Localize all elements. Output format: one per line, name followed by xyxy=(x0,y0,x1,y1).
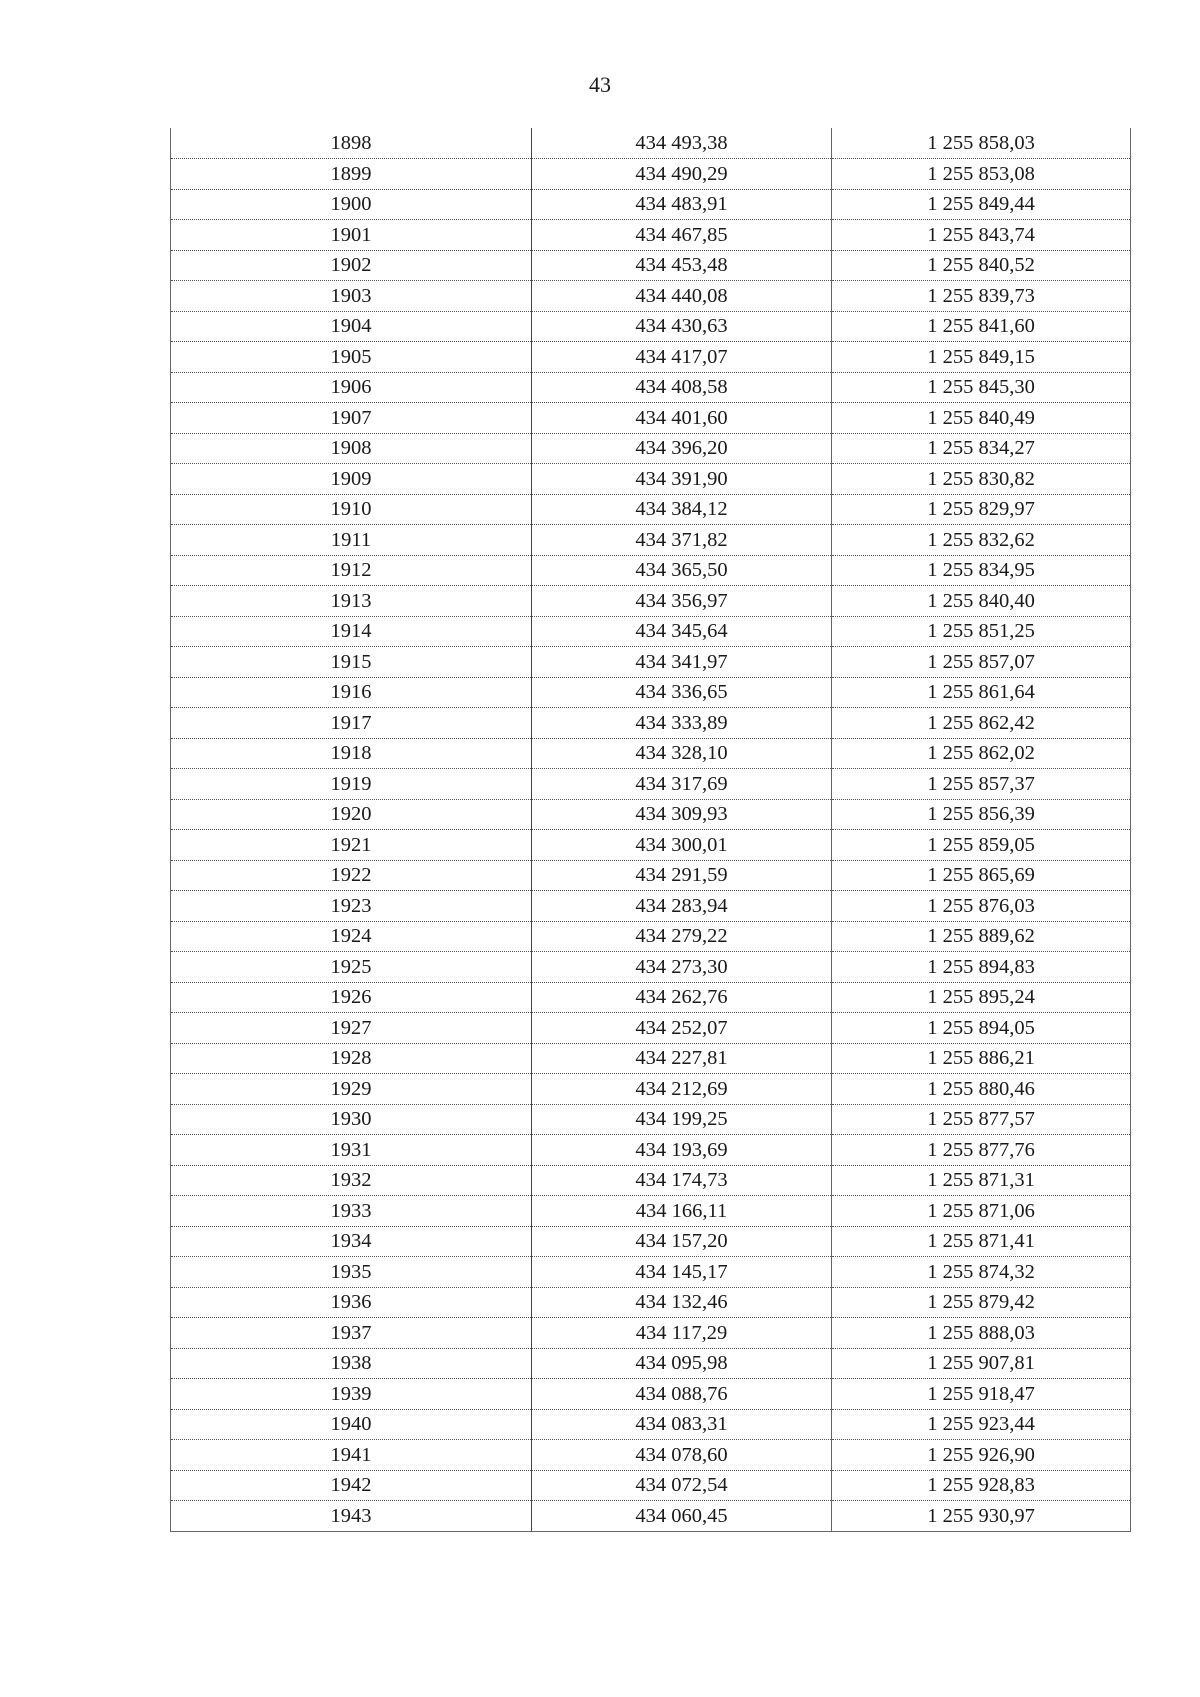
table-row xyxy=(171,128,1131,159)
table-row xyxy=(171,1440,1131,1471)
x-coordinate-cell: 434 199,25 xyxy=(532,1104,832,1135)
point-number-cell: 1909 xyxy=(171,464,532,495)
table-row xyxy=(171,1348,1131,1379)
point-number-cell: 1918 xyxy=(171,738,532,769)
point-number-cell: 1923 xyxy=(171,891,532,922)
y-coordinate-cell: 1 255 871,41 xyxy=(832,1226,1131,1257)
table-row xyxy=(171,372,1131,403)
point-number-cell: 1943 xyxy=(171,1501,532,1532)
table-row xyxy=(171,1196,1131,1227)
y-coordinate-cell: 1 255 834,27 xyxy=(832,433,1131,464)
point-number-cell: 1898 xyxy=(171,128,532,159)
table-row xyxy=(171,647,1131,678)
table-row xyxy=(171,1135,1131,1166)
point-number-cell: 1917 xyxy=(171,708,532,739)
y-coordinate-cell: 1 255 856,39 xyxy=(832,799,1131,830)
y-coordinate-cell: 1 255 841,60 xyxy=(832,311,1131,342)
point-number-cell: 1906 xyxy=(171,372,532,403)
y-coordinate-cell: 1 255 853,08 xyxy=(832,159,1131,190)
point-number-cell: 1907 xyxy=(171,403,532,434)
coordinates-table-body xyxy=(171,128,1131,1531)
table-row xyxy=(171,250,1131,281)
table-row xyxy=(171,1104,1131,1135)
point-number-cell: 1932 xyxy=(171,1165,532,1196)
point-number-cell: 1940 xyxy=(171,1409,532,1440)
x-coordinate-cell: 434 083,31 xyxy=(532,1409,832,1440)
x-coordinate-cell: 434 391,90 xyxy=(532,464,832,495)
point-number-cell: 1899 xyxy=(171,159,532,190)
point-number-cell: 1921 xyxy=(171,830,532,861)
point-number-cell: 1920 xyxy=(171,799,532,830)
table-row xyxy=(171,342,1131,373)
point-number-cell: 1934 xyxy=(171,1226,532,1257)
point-number-cell: 1926 xyxy=(171,982,532,1013)
point-number-cell: 1928 xyxy=(171,1043,532,1074)
y-coordinate-cell: 1 255 857,07 xyxy=(832,647,1131,678)
point-number-cell: 1935 xyxy=(171,1257,532,1288)
table-row xyxy=(171,1165,1131,1196)
table-row xyxy=(171,708,1131,739)
table-row xyxy=(171,799,1131,830)
y-coordinate-cell: 1 255 928,83 xyxy=(832,1470,1131,1501)
y-coordinate-cell: 1 255 857,37 xyxy=(832,769,1131,800)
table-row xyxy=(171,1318,1131,1349)
y-coordinate-cell: 1 255 840,49 xyxy=(832,403,1131,434)
x-coordinate-cell: 434 328,10 xyxy=(532,738,832,769)
x-coordinate-cell: 434 060,45 xyxy=(532,1501,832,1532)
y-coordinate-cell: 1 255 861,64 xyxy=(832,677,1131,708)
point-number-cell: 1938 xyxy=(171,1348,532,1379)
point-number-cell: 1930 xyxy=(171,1104,532,1135)
point-number-cell: 1908 xyxy=(171,433,532,464)
x-coordinate-cell: 434 078,60 xyxy=(532,1440,832,1471)
x-coordinate-cell: 434 273,30 xyxy=(532,952,832,983)
x-coordinate-cell: 434 072,54 xyxy=(532,1470,832,1501)
x-coordinate-cell: 434 088,76 xyxy=(532,1379,832,1410)
x-coordinate-cell: 434 333,89 xyxy=(532,708,832,739)
x-coordinate-cell: 434 345,64 xyxy=(532,616,832,647)
table-row xyxy=(171,616,1131,647)
table-row xyxy=(171,586,1131,617)
x-coordinate-cell: 434 117,29 xyxy=(532,1318,832,1349)
y-coordinate-cell: 1 255 849,44 xyxy=(832,189,1131,220)
table-row xyxy=(171,1257,1131,1288)
x-coordinate-cell: 434 371,82 xyxy=(532,525,832,556)
point-number-cell: 1936 xyxy=(171,1287,532,1318)
point-number-cell: 1902 xyxy=(171,250,532,281)
table-row xyxy=(171,555,1131,586)
table-row xyxy=(171,1287,1131,1318)
coordinates-table xyxy=(170,128,1131,1532)
y-coordinate-cell: 1 255 923,44 xyxy=(832,1409,1131,1440)
x-coordinate-cell: 434 336,65 xyxy=(532,677,832,708)
point-number-cell: 1922 xyxy=(171,860,532,891)
x-coordinate-cell: 434 291,59 xyxy=(532,860,832,891)
point-number-cell: 1919 xyxy=(171,769,532,800)
point-number-cell: 1913 xyxy=(171,586,532,617)
table-row xyxy=(171,1409,1131,1440)
x-coordinate-cell: 434 132,46 xyxy=(532,1287,832,1318)
y-coordinate-cell: 1 255 834,95 xyxy=(832,555,1131,586)
y-coordinate-cell: 1 255 859,05 xyxy=(832,830,1131,861)
y-coordinate-cell: 1 255 874,32 xyxy=(832,1257,1131,1288)
x-coordinate-cell: 434 227,81 xyxy=(532,1043,832,1074)
table-row xyxy=(171,403,1131,434)
y-coordinate-cell: 1 255 871,31 xyxy=(832,1165,1131,1196)
table-row xyxy=(171,189,1131,220)
table-row xyxy=(171,1013,1131,1044)
x-coordinate-cell: 434 145,17 xyxy=(532,1257,832,1288)
y-coordinate-cell: 1 255 851,25 xyxy=(832,616,1131,647)
x-coordinate-cell: 434 453,48 xyxy=(532,250,832,281)
x-coordinate-cell: 434 490,29 xyxy=(532,159,832,190)
x-coordinate-cell: 434 309,93 xyxy=(532,799,832,830)
point-number-cell: 1925 xyxy=(171,952,532,983)
x-coordinate-cell: 434 095,98 xyxy=(532,1348,832,1379)
x-coordinate-cell: 434 193,69 xyxy=(532,1135,832,1166)
table-row xyxy=(171,830,1131,861)
y-coordinate-cell: 1 255 880,46 xyxy=(832,1074,1131,1105)
x-coordinate-cell: 434 408,58 xyxy=(532,372,832,403)
y-coordinate-cell: 1 255 858,03 xyxy=(832,128,1131,159)
point-number-cell: 1931 xyxy=(171,1135,532,1166)
x-coordinate-cell: 434 384,12 xyxy=(532,494,832,525)
x-coordinate-cell: 434 300,01 xyxy=(532,830,832,861)
table-row xyxy=(171,677,1131,708)
y-coordinate-cell: 1 255 830,82 xyxy=(832,464,1131,495)
table-row xyxy=(171,952,1131,983)
point-number-cell: 1916 xyxy=(171,677,532,708)
y-coordinate-cell: 1 255 845,30 xyxy=(832,372,1131,403)
y-coordinate-cell: 1 255 876,03 xyxy=(832,891,1131,922)
x-coordinate-cell: 434 396,20 xyxy=(532,433,832,464)
point-number-cell: 1911 xyxy=(171,525,532,556)
y-coordinate-cell: 1 255 930,97 xyxy=(832,1501,1131,1532)
table-row xyxy=(171,220,1131,251)
y-coordinate-cell: 1 255 877,57 xyxy=(832,1104,1131,1135)
x-coordinate-cell: 434 356,97 xyxy=(532,586,832,617)
y-coordinate-cell: 1 255 894,83 xyxy=(832,952,1131,983)
x-coordinate-cell: 434 279,22 xyxy=(532,921,832,952)
x-coordinate-cell: 434 493,38 xyxy=(532,128,832,159)
y-coordinate-cell: 1 255 865,69 xyxy=(832,860,1131,891)
point-number-cell: 1929 xyxy=(171,1074,532,1105)
x-coordinate-cell: 434 262,76 xyxy=(532,982,832,1013)
y-coordinate-cell: 1 255 862,02 xyxy=(832,738,1131,769)
y-coordinate-cell: 1 255 879,42 xyxy=(832,1287,1131,1318)
x-coordinate-cell: 434 252,07 xyxy=(532,1013,832,1044)
x-coordinate-cell: 434 467,85 xyxy=(532,220,832,251)
x-coordinate-cell: 434 401,60 xyxy=(532,403,832,434)
point-number-cell: 1900 xyxy=(171,189,532,220)
table-row xyxy=(171,1379,1131,1410)
y-coordinate-cell: 1 255 888,03 xyxy=(832,1318,1131,1349)
table-row xyxy=(171,982,1131,1013)
x-coordinate-cell: 434 174,73 xyxy=(532,1165,832,1196)
y-coordinate-cell: 1 255 894,05 xyxy=(832,1013,1131,1044)
table-row xyxy=(171,891,1131,922)
y-coordinate-cell: 1 255 829,97 xyxy=(832,494,1131,525)
point-number-cell: 1915 xyxy=(171,647,532,678)
x-coordinate-cell: 434 157,20 xyxy=(532,1226,832,1257)
table-row xyxy=(171,1470,1131,1501)
point-number-cell: 1910 xyxy=(171,494,532,525)
x-coordinate-cell: 434 166,11 xyxy=(532,1196,832,1227)
table-row xyxy=(171,464,1131,495)
table-row xyxy=(171,159,1131,190)
point-number-cell: 1905 xyxy=(171,342,532,373)
y-coordinate-cell: 1 255 907,81 xyxy=(832,1348,1131,1379)
point-number-cell: 1903 xyxy=(171,281,532,312)
y-coordinate-cell: 1 255 918,47 xyxy=(832,1379,1131,1410)
x-coordinate-cell: 434 483,91 xyxy=(532,189,832,220)
y-coordinate-cell: 1 255 926,90 xyxy=(832,1440,1131,1471)
y-coordinate-cell: 1 255 832,62 xyxy=(832,525,1131,556)
point-number-cell: 1912 xyxy=(171,555,532,586)
y-coordinate-cell: 1 255 843,74 xyxy=(832,220,1131,251)
table-row xyxy=(171,738,1131,769)
x-coordinate-cell: 434 341,97 xyxy=(532,647,832,678)
table-row xyxy=(171,860,1131,891)
table-row xyxy=(171,433,1131,464)
x-coordinate-cell: 434 212,69 xyxy=(532,1074,832,1105)
y-coordinate-cell: 1 255 840,40 xyxy=(832,586,1131,617)
page-number: 43 xyxy=(589,72,611,97)
y-coordinate-cell: 1 255 862,42 xyxy=(832,708,1131,739)
y-coordinate-cell: 1 255 840,52 xyxy=(832,250,1131,281)
table-row xyxy=(171,525,1131,556)
table-row xyxy=(171,1226,1131,1257)
table-row xyxy=(171,281,1131,312)
point-number-cell: 1939 xyxy=(171,1379,532,1410)
point-number-cell: 1914 xyxy=(171,616,532,647)
y-coordinate-cell: 1 255 877,76 xyxy=(832,1135,1131,1166)
x-coordinate-cell: 434 365,50 xyxy=(532,555,832,586)
table-row xyxy=(171,1043,1131,1074)
x-coordinate-cell: 434 440,08 xyxy=(532,281,832,312)
point-number-cell: 1904 xyxy=(171,311,532,342)
point-number-cell: 1933 xyxy=(171,1196,532,1227)
y-coordinate-cell: 1 255 849,15 xyxy=(832,342,1131,373)
point-number-cell: 1927 xyxy=(171,1013,532,1044)
x-coordinate-cell: 434 317,69 xyxy=(532,769,832,800)
point-number-cell: 1942 xyxy=(171,1470,532,1501)
table-row xyxy=(171,1501,1131,1532)
x-coordinate-cell: 434 430,63 xyxy=(532,311,832,342)
y-coordinate-cell: 1 255 839,73 xyxy=(832,281,1131,312)
y-coordinate-cell: 1 255 871,06 xyxy=(832,1196,1131,1227)
table-row xyxy=(171,921,1131,952)
y-coordinate-cell: 1 255 886,21 xyxy=(832,1043,1131,1074)
y-coordinate-cell: 1 255 889,62 xyxy=(832,921,1131,952)
table-row xyxy=(171,769,1131,800)
point-number-cell: 1941 xyxy=(171,1440,532,1471)
table-row xyxy=(171,311,1131,342)
point-number-cell: 1901 xyxy=(171,220,532,251)
table-row xyxy=(171,494,1131,525)
point-number-cell: 1924 xyxy=(171,921,532,952)
x-coordinate-cell: 434 283,94 xyxy=(532,891,832,922)
table-row xyxy=(171,1074,1131,1105)
x-coordinate-cell: 434 417,07 xyxy=(532,342,832,373)
y-coordinate-cell: 1 255 895,24 xyxy=(832,982,1131,1013)
point-number-cell: 1937 xyxy=(171,1318,532,1349)
